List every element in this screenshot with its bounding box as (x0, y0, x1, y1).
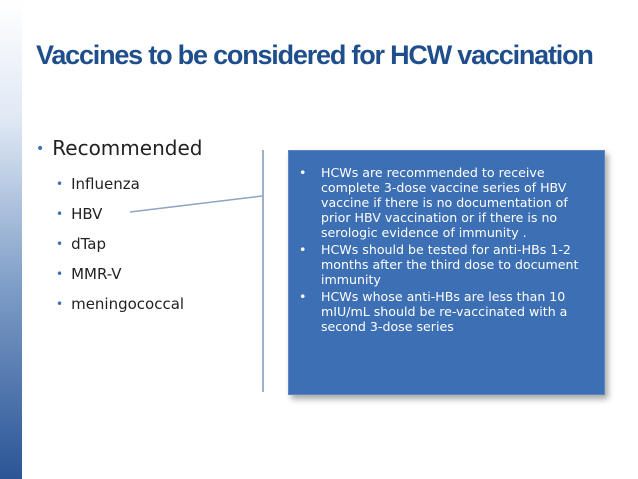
list-item-label: dTap (71, 235, 106, 253)
callout-item-text: HCWs should be tested for anti-HBs 1-2 months after the third dose to document immunity (321, 242, 579, 287)
list-item (56, 292, 184, 322)
list-item-label: HBV (71, 205, 103, 223)
list-item-label: MMR-V (71, 265, 122, 283)
bullet-dot: • (56, 207, 64, 221)
recommended-vaccine-list (56, 172, 184, 322)
bullet-dot: • (299, 289, 307, 304)
list-item (56, 262, 184, 292)
callout-item (299, 242, 592, 287)
bullet-dot: • (299, 242, 307, 257)
list-item-label: Influenza (71, 175, 140, 193)
bullet-dot: • (56, 237, 64, 251)
bullet-dot: • (56, 177, 64, 191)
callout-item-text: HCWs whose anti-HBs are less than 10 mIU/mL should be re-vaccinated with a second 3-dose series (321, 289, 568, 334)
callout-item (299, 165, 592, 240)
bullet-dot: • (299, 165, 307, 180)
bullet-dot: • (56, 267, 64, 281)
bullet-dot: • (56, 297, 64, 311)
slide-title: Vaccines to be considered for HCW vaccination (36, 40, 593, 70)
list-item (56, 232, 184, 262)
main-bullet (36, 136, 202, 160)
hbv-callout-box (288, 150, 605, 395)
vertical-divider (262, 150, 264, 392)
callout-item (299, 289, 592, 334)
left-accent-bar (0, 0, 22, 479)
callout-list (299, 165, 592, 334)
callout-item-text: HCWs are recommended to receive complete 3-dose vaccine series of HBV vaccine if there is no documentation of prior HBV vaccination or if there is no serologic evidence of immunity . (321, 165, 568, 240)
list-item (56, 202, 184, 232)
list-item (56, 172, 184, 202)
list-item-label: meningococcal (71, 295, 185, 313)
main-bullet-label: Recommended (52, 136, 203, 160)
bullet-dot: • (36, 141, 45, 157)
